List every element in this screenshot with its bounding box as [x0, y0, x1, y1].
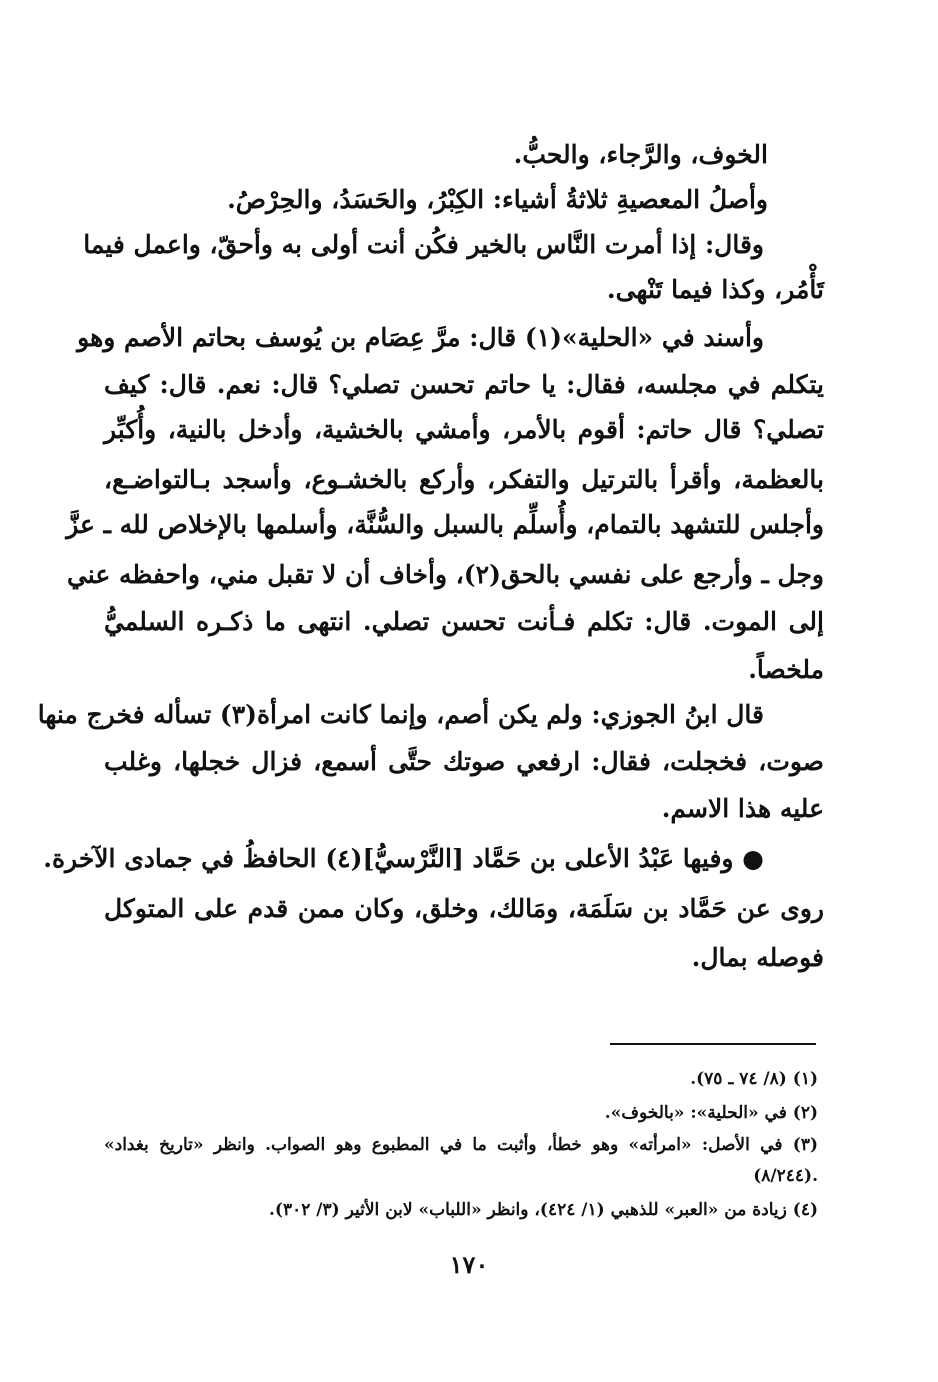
footnote-3: (٣) في الأصل: «امرأته» وهو خطأ، وأثبت ما في المطبوع وهو الصواب. وانظر «تاريخ بغداد»: [104, 1135, 818, 1155]
body-line-18: فوصله بمال.: [691, 943, 824, 972]
body-line-9: وأجلس للتشهد بالتمام، وأُسلِّم بالسبل والسُّنَّة، وأسلمها بالإخلاص لله ـ عزَّ: [66, 510, 824, 539]
page-number: ١٧٠: [449, 1250, 489, 1279]
footnote-1: (١) (٨/ ٧٤ ـ ٧٥).: [690, 1069, 818, 1089]
body-line-16: ● وفيها عَبْدُ الأعلى بن حَمَّاد [النَّرْسيُّ](٤) الحافظُ في جمادى الآخرة.: [43, 844, 764, 873]
body-line-2: وأصلُ المعصيةِ ثلاثةُ أشياء: الكِبْرُ، والحَسَدُ، والحِرْصُ.: [227, 185, 768, 214]
body-line-3: وقال: إذا أمرت النَّاس بالخير فكُن أنت أولى به وأحقّ، واعمل فيما: [83, 230, 764, 259]
footnote-2: (٢) في «الحلية»: «بالخوف».: [604, 1103, 818, 1123]
body-line-15: عليه هذا الاسم.: [661, 794, 824, 823]
body-line-6: يتكلم في مجلسه، فقال: يا حاتم تحسن تصلي؟ قال: نعم. قال: كيف: [104, 370, 824, 399]
body-line-14: صوت، فخجلت، فقال: ارفعي صوتك حتَّى أسمع، فزال خجلها، وغلب: [104, 747, 824, 776]
body-line-5: وأسند في «الحلية»(١) قال: مرَّ عِصَام بن يُوسف بحاتم الأصم وهو: [77, 323, 764, 352]
body-line-10: وجل ـ وأرجع على نفسي بالحق(٢)، وأخاف أن لا تقبل مني، واحفظه عني: [66, 560, 824, 589]
body-line-13: قال ابنُ الجوزي: ولم يكن أصم، وإنما كانت امرأة(٣) تسأله فخرج منها: [37, 700, 764, 729]
footnote-3-continued: (٨/٢٤٤).: [753, 1166, 818, 1186]
body-line-12: ملخصاً.: [748, 655, 824, 684]
body-line-7: تصلي؟ قال حاتم: أقوم بالأمر، وأمشي بالخشية، وأدخل بالنية، وأُكبِّر: [104, 415, 824, 444]
body-line-1: الخوف، والرَّجاء، والحبُّ.: [513, 140, 768, 169]
footnote-4: (٤) زيادة من «العبر» للذهبي (١/ ٤٢٤)، وانظر «اللباب» لابن الأثير (٣/ ٣٠٢).: [269, 1200, 818, 1220]
body-line-4: تَأْمُر، وكذا فيما تَنْهى.: [606, 275, 824, 304]
body-line-17: روى عن حَمَّاد بن سَلَمَة، ومَالك، وخلق، وكان ممن قدم على المتوكل: [104, 894, 824, 923]
body-line-8: بالعظمة، وأقرأ بالترتيل والتفكر، وأركع بالخشـوع، وأسجد بـالتواضـع،: [104, 465, 824, 494]
footnote-separator: [610, 1043, 816, 1045]
body-line-11: إلى الموت. قال: تكلم فـأنت تحسن تصلي. انتهى ما ذكـره السلميُّ: [104, 607, 824, 636]
